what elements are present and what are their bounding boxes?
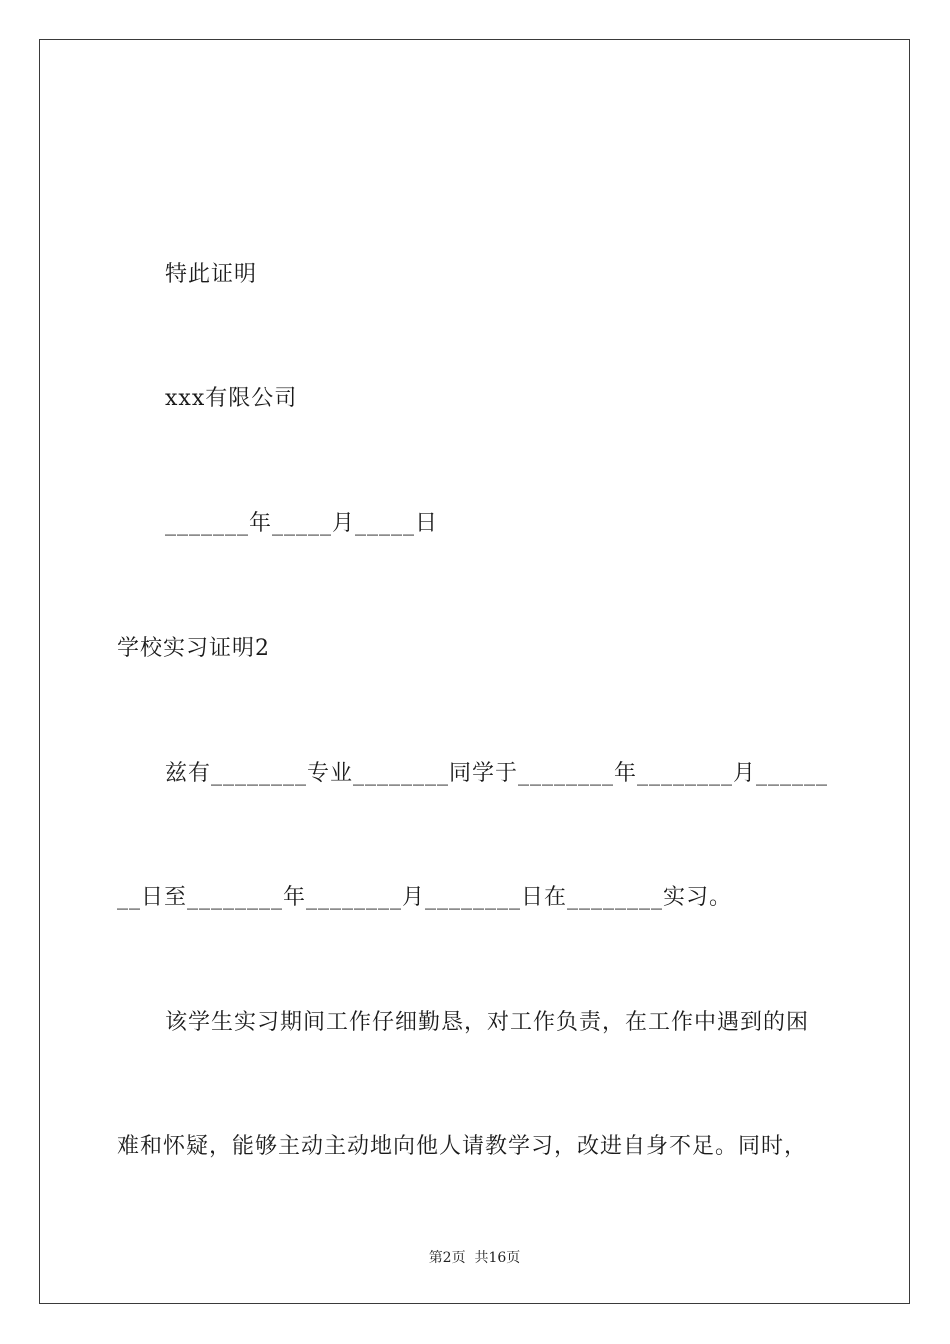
date-blank-line: _______年_____月_____日	[165, 511, 439, 536]
company-signature: xxx有限公司	[165, 386, 298, 411]
closing-statement: 特此证明	[165, 262, 258, 287]
document-page	[39, 39, 910, 1304]
paragraph-1-line-1: 兹有________专业________同学于________年________月______	[165, 761, 829, 786]
page-footer: 第2页 共16页	[428, 1250, 521, 1266]
paragraph-1-line-2: __日至________年________月________日在________实习。	[117, 885, 733, 910]
paragraph-2-line-2: 难和怀疑，能够主动主动地向他人请教学习，改进自身不足。同时，	[117, 1134, 808, 1159]
section-heading: 学校实习证明2	[117, 636, 270, 661]
paragraph-2-line-1: 该学生实习期间工作仔细勤恳，对工作负责，在工作中遇到的困	[165, 1010, 810, 1035]
